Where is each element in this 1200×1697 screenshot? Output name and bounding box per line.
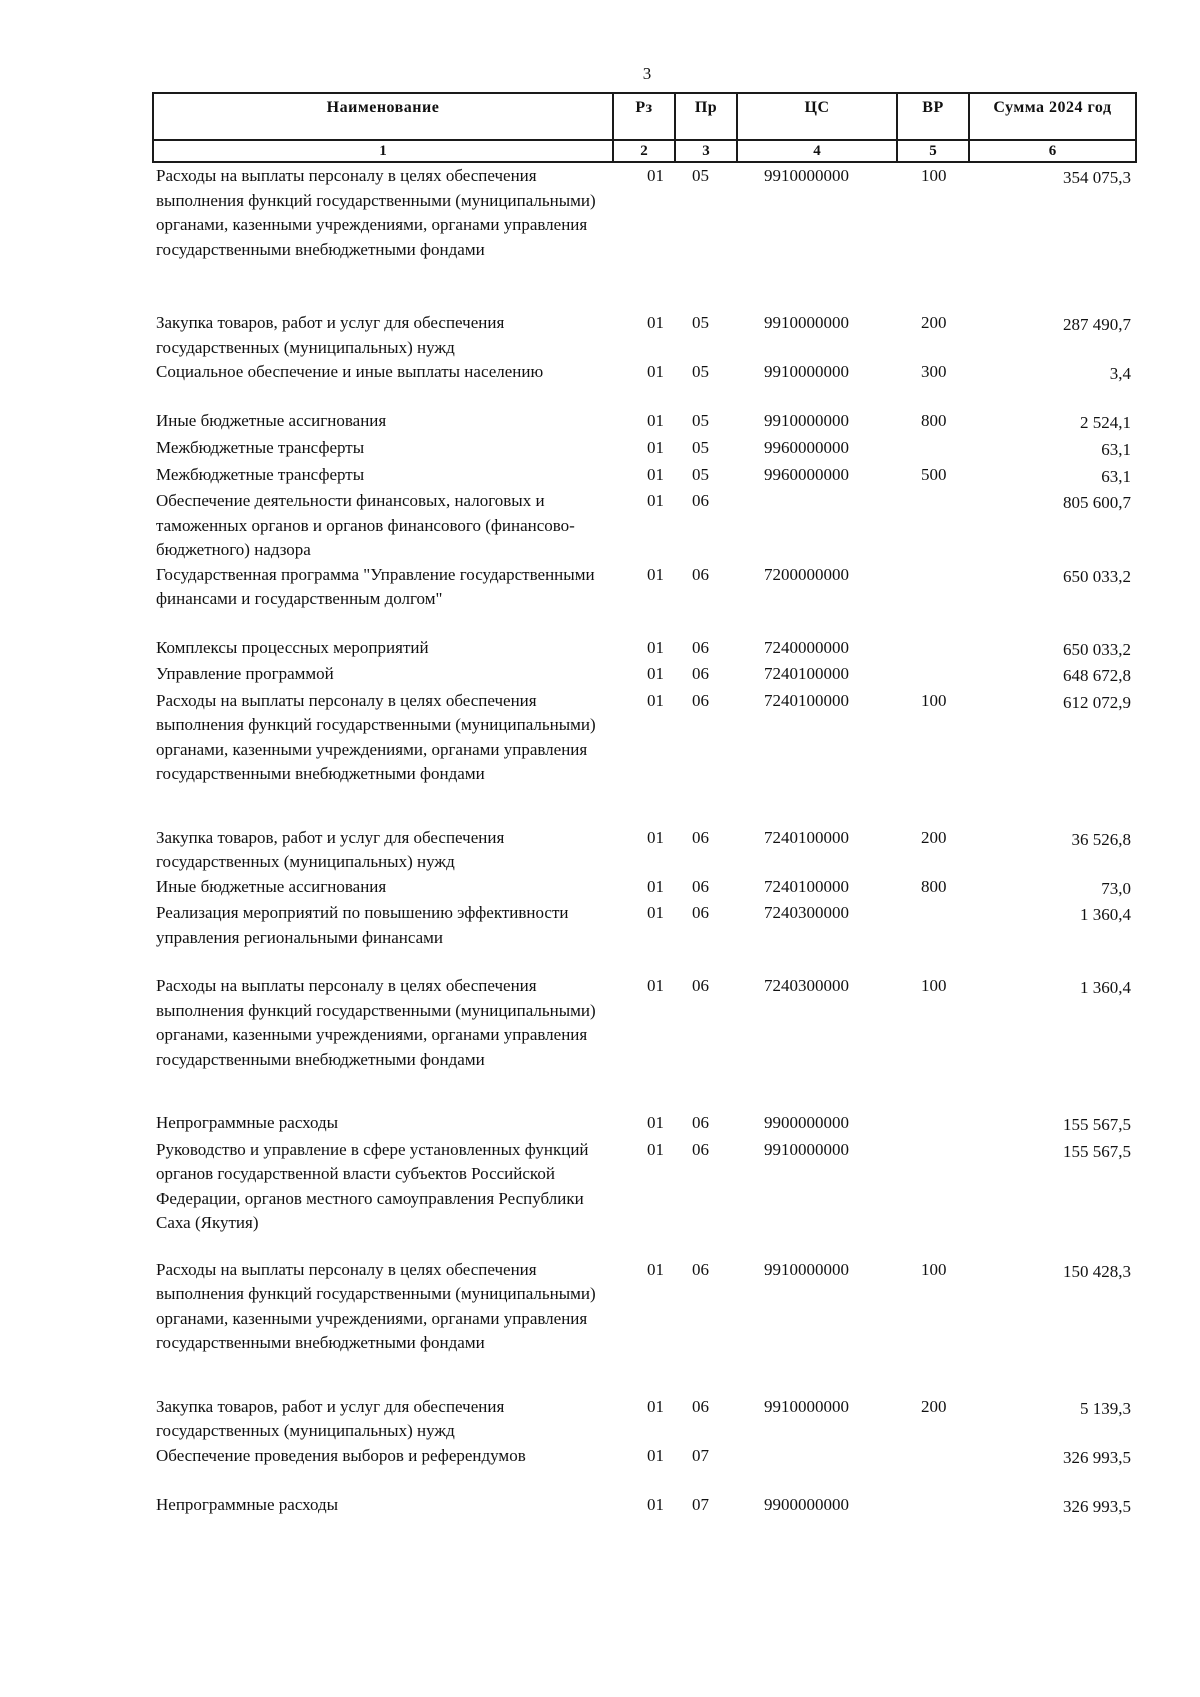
row-cs: 9910000000 bbox=[764, 166, 849, 185]
row-cs: 9910000000 bbox=[764, 362, 849, 381]
row-pr: 05 bbox=[692, 464, 709, 484]
row-sum: 648 672,8 bbox=[1063, 666, 1131, 685]
row-pr: 06 bbox=[692, 1139, 709, 1159]
row-pr: 07 bbox=[692, 1445, 709, 1465]
row-sum: 3,4 bbox=[1109, 364, 1131, 383]
row-cs: 9960000000 bbox=[764, 464, 849, 484]
row-sum: 63,1 bbox=[1101, 466, 1131, 486]
row-rz: 01 bbox=[647, 903, 664, 922]
row-vr bbox=[896, 901, 968, 974]
row-sum: 5 139,3 bbox=[1080, 1398, 1131, 1418]
table-row bbox=[152, 901, 1135, 974]
row-name: Межбюджетные трансферты bbox=[156, 438, 365, 457]
row-pr: 06 bbox=[692, 1113, 709, 1132]
budget-table-body bbox=[152, 164, 1135, 1523]
row-cs: 9900000000 bbox=[764, 1494, 849, 1514]
table-row bbox=[152, 636, 1135, 663]
row-pr: 05 bbox=[692, 438, 709, 457]
row-sum: 63,1 bbox=[1101, 440, 1131, 459]
row-name: Межбюджетные трансферты bbox=[156, 464, 365, 484]
row-rz: 01 bbox=[647, 166, 664, 185]
row-vr: 100 bbox=[921, 166, 947, 185]
row-name: Расходы на выплаты персоналу в целях обеспечения выполнения функций государственными (муниципальными) органами, казенными учреждениями, органами управления государственными внебюджетными фондами bbox=[156, 166, 596, 259]
row-vr: 800 bbox=[921, 876, 947, 896]
row-sum: 73,0 bbox=[1101, 878, 1131, 898]
row-cs: 9910000000 bbox=[764, 1139, 849, 1159]
row-sum: 612 072,9 bbox=[1063, 692, 1131, 712]
row-vr: 100 bbox=[921, 976, 947, 995]
row-pr: 06 bbox=[692, 1259, 709, 1279]
row-name: Руководство и управление в сфере установленных функций органов государственной власти субъектов Российской Федерации, органов местного самоуправления Республики Саха (Якутия) bbox=[156, 1139, 589, 1232]
budget-table bbox=[152, 164, 1135, 1523]
row-sum: 155 567,5 bbox=[1063, 1115, 1131, 1134]
row-vr bbox=[896, 636, 968, 663]
row-name: Государственная программа "Управление государственными финансами и государственным долгом" bbox=[156, 564, 595, 608]
row-rz: 01 bbox=[647, 1494, 664, 1514]
row-rz: 01 bbox=[647, 876, 664, 896]
row-cs: 7200000000 bbox=[764, 564, 849, 584]
row-rz: 01 bbox=[647, 313, 664, 332]
row-name: Реализация мероприятий по повышению эффективности управления региональными финансами bbox=[156, 903, 569, 947]
row-vr: 500 bbox=[921, 464, 947, 484]
table-row bbox=[152, 563, 1135, 636]
row-name: Закупка товаров, работ и услуг для обеспечения государственных (муниципальных) нужд bbox=[156, 1396, 505, 1440]
row-pr: 06 bbox=[692, 827, 709, 847]
table-row bbox=[152, 974, 1135, 1111]
row-cs: 7240100000 bbox=[764, 690, 849, 710]
table-row bbox=[152, 662, 1135, 689]
column-number: 3 bbox=[675, 140, 737, 162]
row-cs: 7240300000 bbox=[764, 976, 849, 995]
row-sum: 1 360,4 bbox=[1080, 978, 1131, 997]
row-rz: 01 bbox=[647, 637, 664, 657]
table-row bbox=[152, 1444, 1135, 1493]
column-number: 1 bbox=[153, 140, 613, 162]
row-cs: 9960000000 bbox=[764, 438, 849, 457]
row-sum: 2 524,1 bbox=[1080, 413, 1131, 432]
row-name: Иные бюджетные ассигнования bbox=[156, 411, 387, 430]
row-vr bbox=[896, 1138, 968, 1258]
row-vr bbox=[896, 489, 968, 563]
row-cs bbox=[736, 1444, 896, 1493]
row-rz: 01 bbox=[647, 464, 664, 484]
row-pr: 05 bbox=[692, 411, 709, 430]
row-rz: 01 bbox=[647, 411, 664, 430]
row-name: Комплексы процессных мероприятий bbox=[156, 637, 429, 657]
row-vr bbox=[896, 662, 968, 689]
row-pr: 06 bbox=[692, 1396, 709, 1416]
table-row bbox=[152, 1111, 1135, 1138]
row-pr: 06 bbox=[692, 903, 709, 922]
row-vr bbox=[896, 1493, 968, 1523]
row-cs: 9910000000 bbox=[764, 1259, 849, 1279]
row-rz: 01 bbox=[647, 491, 664, 510]
row-cs: 7240300000 bbox=[764, 903, 849, 922]
row-rz: 01 bbox=[647, 1259, 664, 1279]
column-number: 4 bbox=[737, 140, 897, 162]
row-pr: 05 bbox=[692, 362, 709, 381]
row-pr: 06 bbox=[692, 690, 709, 710]
table-row bbox=[152, 826, 1135, 875]
header-name: Наименование bbox=[153, 93, 613, 140]
row-sum: 36 526,8 bbox=[1071, 829, 1131, 849]
row-cs: 9910000000 bbox=[764, 1396, 849, 1416]
row-vr: 200 bbox=[921, 1396, 947, 1416]
table-row bbox=[152, 436, 1135, 463]
row-rz: 01 bbox=[647, 976, 664, 995]
row-pr: 06 bbox=[692, 637, 709, 657]
header-rz: Рз bbox=[613, 93, 675, 140]
row-vr: 200 bbox=[921, 827, 947, 847]
row-sum: 287 490,7 bbox=[1063, 315, 1131, 334]
column-number: 5 bbox=[897, 140, 969, 162]
row-rz: 01 bbox=[647, 1445, 664, 1465]
table-row bbox=[152, 1138, 1135, 1258]
row-vr bbox=[896, 1444, 968, 1493]
header-vr: ВР bbox=[897, 93, 969, 140]
row-rz: 01 bbox=[647, 564, 664, 584]
row-rz: 01 bbox=[647, 664, 664, 683]
row-rz: 01 bbox=[647, 438, 664, 457]
row-vr: 100 bbox=[921, 690, 947, 710]
row-name: Закупка товаров, работ и услуг для обеспечения государственных (муниципальных) нужд bbox=[156, 313, 505, 357]
row-vr: 300 bbox=[921, 362, 947, 381]
table-row bbox=[152, 360, 1135, 409]
row-name: Обеспечение деятельности финансовых, налоговых и таможенных органов и органов финансового (финансово-бюджетного) надзора bbox=[156, 491, 575, 559]
row-sum: 650 033,2 bbox=[1063, 639, 1131, 659]
table-row bbox=[152, 311, 1135, 360]
row-cs: 9910000000 bbox=[764, 411, 849, 430]
table-row bbox=[152, 1493, 1135, 1523]
row-pr: 06 bbox=[692, 491, 709, 510]
row-name: Социальное обеспечение и иные выплаты населению bbox=[156, 362, 544, 381]
row-name: Непрограммные расходы bbox=[156, 1494, 339, 1514]
row-vr bbox=[896, 563, 968, 636]
row-pr: 06 bbox=[692, 876, 709, 896]
row-name: Расходы на выплаты персоналу в целях обеспечения выполнения функций государственными (муниципальными) органами, казенными учреждениями, органами управления государственными внебюджетными фондами bbox=[156, 690, 596, 783]
table-row bbox=[152, 463, 1135, 490]
row-sum: 1 360,4 bbox=[1080, 905, 1131, 924]
row-pr: 06 bbox=[692, 664, 709, 683]
row-name: Обеспечение проведения выборов и референдумов bbox=[156, 1445, 526, 1465]
row-name: Расходы на выплаты персоналу в целях обеспечения выполнения функций государственными (муниципальными) органами, казенными учреждениями, органами управления государственными внебюджетными фондами bbox=[156, 976, 596, 1069]
row-sum: 150 428,3 bbox=[1063, 1261, 1131, 1281]
row-vr bbox=[896, 1111, 968, 1138]
row-name: Расходы на выплаты персоналу в целях обеспечения выполнения функций государственными (муниципальными) органами, казенными учреждениями, органами управления государственными внебюджетными фондами bbox=[156, 1259, 596, 1352]
table-row bbox=[152, 1395, 1135, 1444]
header-pr: Пр bbox=[675, 93, 737, 140]
row-sum: 326 993,5 bbox=[1063, 1496, 1131, 1516]
row-rz: 01 bbox=[647, 690, 664, 710]
column-number: 6 bbox=[969, 140, 1136, 162]
row-rz: 01 bbox=[647, 1139, 664, 1159]
row-pr: 05 bbox=[692, 166, 709, 185]
row-name: Закупка товаров, работ и услуг для обеспечения государственных (муниципальных) нужд bbox=[156, 827, 505, 871]
row-cs: 9910000000 bbox=[764, 313, 849, 332]
page-number: 3 bbox=[642, 64, 652, 83]
row-vr bbox=[896, 436, 968, 463]
row-name: Управление программой bbox=[156, 664, 334, 683]
row-cs: 7240000000 bbox=[764, 637, 849, 657]
table-row bbox=[152, 1258, 1135, 1395]
table-row bbox=[152, 409, 1135, 436]
row-sum: 326 993,5 bbox=[1063, 1447, 1131, 1467]
row-sum: 354 075,3 bbox=[1063, 168, 1131, 187]
row-pr: 06 bbox=[692, 976, 709, 995]
header-sum: Сумма 2024 год bbox=[969, 93, 1136, 140]
row-pr: 06 bbox=[692, 564, 709, 584]
row-name: Непрограммные расходы bbox=[156, 1113, 339, 1132]
row-sum: 805 600,7 bbox=[1063, 493, 1131, 512]
row-vr: 800 bbox=[921, 411, 947, 430]
table-row bbox=[152, 875, 1135, 902]
table-row bbox=[152, 489, 1135, 563]
row-pr: 07 bbox=[692, 1494, 709, 1514]
column-number: 2 bbox=[613, 140, 675, 162]
row-pr: 05 bbox=[692, 313, 709, 332]
row-sum: 155 567,5 bbox=[1063, 1141, 1131, 1161]
row-cs: 9900000000 bbox=[764, 1113, 849, 1132]
row-name: Иные бюджетные ассигнования bbox=[156, 876, 387, 896]
row-cs: 7240100000 bbox=[764, 876, 849, 896]
row-rz: 01 bbox=[647, 1396, 664, 1416]
table-row bbox=[152, 164, 1135, 311]
row-cs: 7240100000 bbox=[764, 827, 849, 847]
row-cs: 7240100000 bbox=[764, 664, 849, 683]
row-cs bbox=[736, 489, 896, 563]
row-rz: 01 bbox=[647, 1113, 664, 1132]
row-vr: 100 bbox=[921, 1259, 947, 1279]
table-row bbox=[152, 689, 1135, 826]
table-header bbox=[152, 92, 1137, 163]
row-sum: 650 033,2 bbox=[1063, 566, 1131, 586]
header-cs: ЦС bbox=[737, 93, 897, 140]
row-vr: 200 bbox=[921, 313, 947, 332]
row-rz: 01 bbox=[647, 362, 664, 381]
row-rz: 01 bbox=[647, 827, 664, 847]
